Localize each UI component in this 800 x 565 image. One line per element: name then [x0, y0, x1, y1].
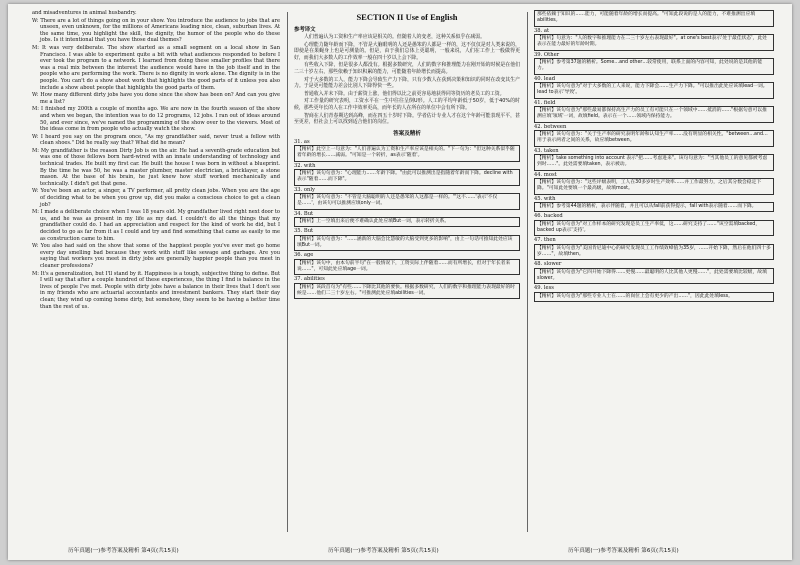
analysis-box: 【精析】该句句意为"那些专业人士在……的岗位上会有更少的产出……"，因此此处填less。: [534, 292, 774, 302]
question-number: 36. age: [294, 252, 314, 259]
column-left: [32, 10, 280, 534]
column-right: [534, 10, 774, 534]
answer-item: [294, 163, 520, 186]
question-number: 33. only: [294, 186, 315, 193]
answer-item: [294, 228, 520, 251]
dialogue-line: and misadventures in animal husbandry.: [32, 10, 137, 16]
question-number: 38. at: [534, 27, 550, 34]
analysis-box: 【精析】该句句意为"美国肯尼迪中心的研究发现员工工作绩效峰值为35岁，……开始下降，然后在他们四十多岁……"，故填then。: [534, 244, 774, 261]
scanned-answer-sheet: [8, 4, 792, 560]
analysis-box: 那些依赖于知识的……能力，可能随着年龄的增长而提高。"可知此段说的是人的能力，不难推测出应填abilities。: [534, 10, 774, 27]
page-footer: 历年真题(一)参考答案及精析 第4页(共15页): [68, 548, 179, 554]
question-number: 46. backed: [534, 213, 563, 220]
translation-paragraph: 对工作量的研究表明，工资水平在一生中往往呈倒U形。人工的平均年龄低于50岁，低于40%的时候，那些更年长的人在工作中效率更高，而年长的人在所在的单位中会有所下降。: [294, 98, 520, 111]
analysis-box: 【精析】上一空填出来后便不难确认此处应填But一词，表示转折关系。: [294, 217, 520, 227]
answers-heading: 答案及精析: [393, 130, 421, 137]
dialogue-line: W: There are a lot of things going on in your show. You introduce the audience to jobs that are unseen, even unknown, for the millions of Americans leading nice, clean, suburban lives. At the same time, you highlight the skill, the dignity, the humor of the people who do these jobs. Is it intentional that you have those dual themes?: [32, 17, 280, 44]
question-number: 42. between: [534, 123, 567, 130]
analysis-box: 【精析】该句句意为"它四开始下降得……更慢……最聪明的人比其他人更慢……"，此处需要填比较级，故填slower。: [534, 268, 774, 285]
question-number: 37. abilities: [294, 276, 325, 283]
page-footer: 历年真题(一)参考答案及精析 第6页(共15页): [568, 548, 679, 554]
answer-item: [294, 187, 520, 210]
dialogue-line: M: My grandfather is the reason Dirty Job is on the air. He had a seventh-grade education but was one of those fellows born hard-wired with an innate understanding of technology and technical trades. He built my first car. He built the house I was born in without a blueprint. By the time he was 50, he was a master plumber, master electrician, a bricklayer, a stone mason. At the base of his brain, he just knew how stuff worked mechanically and technically. I didn't get that gene.: [32, 147, 280, 187]
dialogue-line: M: I made a deliberate choice when I was 18 years old. My grandfather lived right next door to us, and he was as present in my life as my dad. I couldn't do all the things that my grandfather could do. I had an appreciation and respect for the kind of work he did, but I decided to go as far from it as I could and try and find something that came as easily to me as construction came to him.: [32, 209, 280, 242]
answer-item: [294, 211, 520, 228]
analysis-box: 【精析】该句句意为："不管是大脑聪明的人还是愚笨的人这都是一样的。"'这不……'表示'不仅是……'，由该句可以推测应填only一词。: [294, 193, 520, 210]
dialogue-line: M: It was very deliberate. The show started as a small segment on a local show in San Francisco. I was able to experiment quite a bit with what audiences responded to before I ever took the program to a network. I learned from doing these smaller profiles that there was a real mix between the interest the audience would have in the job itself and in the people who are performing the work. There is no dignity in work alone. The dignity is in the people. You can't do a show about work that highlights the good parts of it unless you also include a show about people that highlights the good parts of them.: [32, 44, 280, 91]
question-number: 35. But: [294, 228, 314, 235]
dialogue-line: M: It's a generalization, but I'll stand by it. Happiness is a tough, subjective thing to define. But I will say that after a couple hundred of these experiences, the thing I find is balance in the lives of people I've met. People with dirty jobs have a balance in their lives that I don't see in my friends who are actuarial accountants and investment bankers. They start their day clean; they wind up coming home dirty, but somehow, they seem to be having a better time than the rest of us.: [32, 270, 280, 310]
column-divider: [527, 12, 528, 532]
translation-paragraph: 心理能力随年龄而下降，不管是大脑眼明的人还是愚笨的人都是一样的，这不仅仅是对人类来说的，即使是在果蝇身上也是可测量的。但是，由于我们总体上更聪明，一般来说，人们在工作上一般做得更好，而我们大多数人的工作效率一般在四十岁以上会下降。: [294, 41, 520, 61]
question-number: 32. with: [294, 162, 316, 169]
translation-heading: 参考译文: [294, 27, 316, 33]
dialogue-line: M: I finished my 200th a couple of months ago. We are now in the fourth season of the show and when we began, the intention was to do 12 programs, 12 jobs. I ran out of ideas around 50, and ever since, we've named the programming of the show over to the viewers. Most of the ideas come in from people who actually watch the show.: [32, 106, 280, 133]
analysis-box: 【精析】参考第37题的精析。Some…and other…较常使用，联系上面的内容可知，此处说的是其他的能力。: [534, 58, 774, 75]
dialogue-line: W: You've been an actor, a singer, a TV performer, all pretty clean jobs. When you are the age of deciding what to be when you grow up, did you make a conscious choice to get a clean job?: [32, 188, 280, 208]
analysis-box: 【精析】参考第44题的精析，表示伴随着，并且可以从fall前获得提示，fall with表示随着……而下降。: [534, 202, 774, 212]
analysis-box: 【精析】该段首句为"有些……下降比其他的要快。根据多数研究，人们的数字和推理能力表现最好的时候是……他们二三十岁左右。"可推测此处应填abilities一词。: [294, 283, 520, 300]
translation-paragraph: 对于大多数的工人，能力下降会导致生产力下降，只有少数人在获到决策和知识的同时在改变其生产力。于是更可能能力差会比别人下降得快一些。: [294, 76, 520, 90]
translation-paragraph: 智商在人们青春期达到高峰，而在四五十岁时下降。学者估计专业人才在这个年龄可能表现平平，甚至更差，但社会上可以找到适合他们的岗位。: [294, 112, 520, 126]
question-number: 40. lead: [534, 75, 556, 82]
question-number: 44. most: [534, 171, 557, 178]
answer-item: [294, 276, 520, 299]
question-number: 49. less: [534, 285, 554, 292]
analysis-box: 【精析】该句句意为："……涵新的大脑会比慧敏的大脑受到更多的影响"，由上一句话可推知此处应该填But一词。: [294, 235, 520, 252]
analysis-box: 【精析】该句句意为"对于大多数的工人来说，能力下降会……生产力下降。"可以推出此处应该填lead一词。lead to表示'导致'。: [534, 82, 774, 99]
translation-paragraph: 人们普遍认为工资和生产率应该是相关的。但随着人的变老，这种关系似乎在减弱。: [304, 34, 485, 40]
analysis-box: 【精析】该句中，由本句前半句"在一般情况下，工资实际上伴随着……而有所增长，但对于年长者来说……"，可知此处应填age一词。: [294, 259, 520, 276]
question-number: 41. field: [534, 99, 556, 106]
answer-item: [294, 252, 520, 275]
question-number: 34. But: [294, 210, 314, 217]
question-number: 47. then: [534, 237, 556, 244]
analysis-box: 【精析】此空上一句意为："人们普遍认为工资和生产率应该是相关的。"下一句为："但这种关系似乎随着年龄的增长……减弱。"可知是一个转折，as表示'随着'。: [294, 145, 520, 162]
analysis-box: 【精析】该句句意为："这些评级表明，工人在30多岁时生产效率……并工作最努力，之后其分数会稳定下降。"可知此处要填一个最高级，故填most。: [534, 178, 774, 195]
translation-paragraph: 普通收入并未下降。由于薪资上涨，他们得以比之前更容易地获得同等资历的老员工的工资。: [304, 90, 505, 97]
column-divider: [287, 12, 288, 532]
answer-item: [294, 139, 520, 162]
question-number: 43. taken: [534, 147, 559, 154]
question-number: 39. Other: [534, 51, 560, 58]
section-title: SECTION II Use of English: [356, 12, 458, 22]
dialogue-line: W: How many different dirty jobs have you done since the show has been on? And can you give me a list?: [32, 92, 280, 105]
translation-paragraph: 有些收入下降，但是很多人都没有。根据多数研究，人们的数字和推理能力在刚开始的时候是在他们二三十岁左右，那些依赖于知识积累的能力，可能随着年龄增长而提高。: [294, 62, 520, 75]
analysis-box: 【精析】take something into account 表示"把……考虑进来"。该句句意为："当其他员工的意见都被考虑到时……"。此处需要填taken，表示被动。: [534, 154, 774, 171]
dialogue-line: W: You also had said on the show that some of the happiest people you've ever met go home every day smelling bad because they work with stuff like sewage and garbage. Are you saying that workers you meet in dirty jobs are generally happier people than you meet in cleaner professions?: [32, 243, 280, 269]
question-number: 31. as: [294, 138, 310, 145]
question-number: 48. slower: [534, 261, 562, 268]
analysis-box: 【精析】该句句意为："心理能力……年龄下降。"由此可以推测出是指随着年龄而下降。decline with表示"随着……而下降"。: [294, 169, 520, 186]
analysis-box: 【精析】该句句意为"对工作样本的研究发现是员工生产率低，这……研究支持了……"该空需填backed，backed up表示'支持'。: [534, 220, 774, 237]
dialogue-line: W: I heard you say on the program once, "As my grandfather said, never trust a fellow with clean shoes." Did he really say that? What did he mean?: [32, 133, 280, 147]
analysis-box: 【精析】该句句意为"那些最易都保持高生产力的员工有可能只在一个领域中……抵消的……"根据句意可以推测应填'领域'一词，故填field。表示在一个……领域内保持能力。: [534, 106, 774, 123]
question-number: 45. with: [534, 195, 556, 202]
analysis-box: 【精析】句意为："人的数字和推理能力在二三十岁左右表现最好"。at one's best表示'处于最佳状态'，此处表示在能力最好的年龄时期。: [534, 34, 774, 51]
page-footer: 历年真题(一)参考答案及精析 第5页(共15页): [328, 548, 439, 554]
analysis-box: 【精析】该句句意为："关于生产率的研究表明年龄和认知生产率……没有明显的相关性。"between…and…用于表示两者之间的关系，故应填between。: [534, 130, 774, 147]
column-middle: [294, 10, 520, 534]
